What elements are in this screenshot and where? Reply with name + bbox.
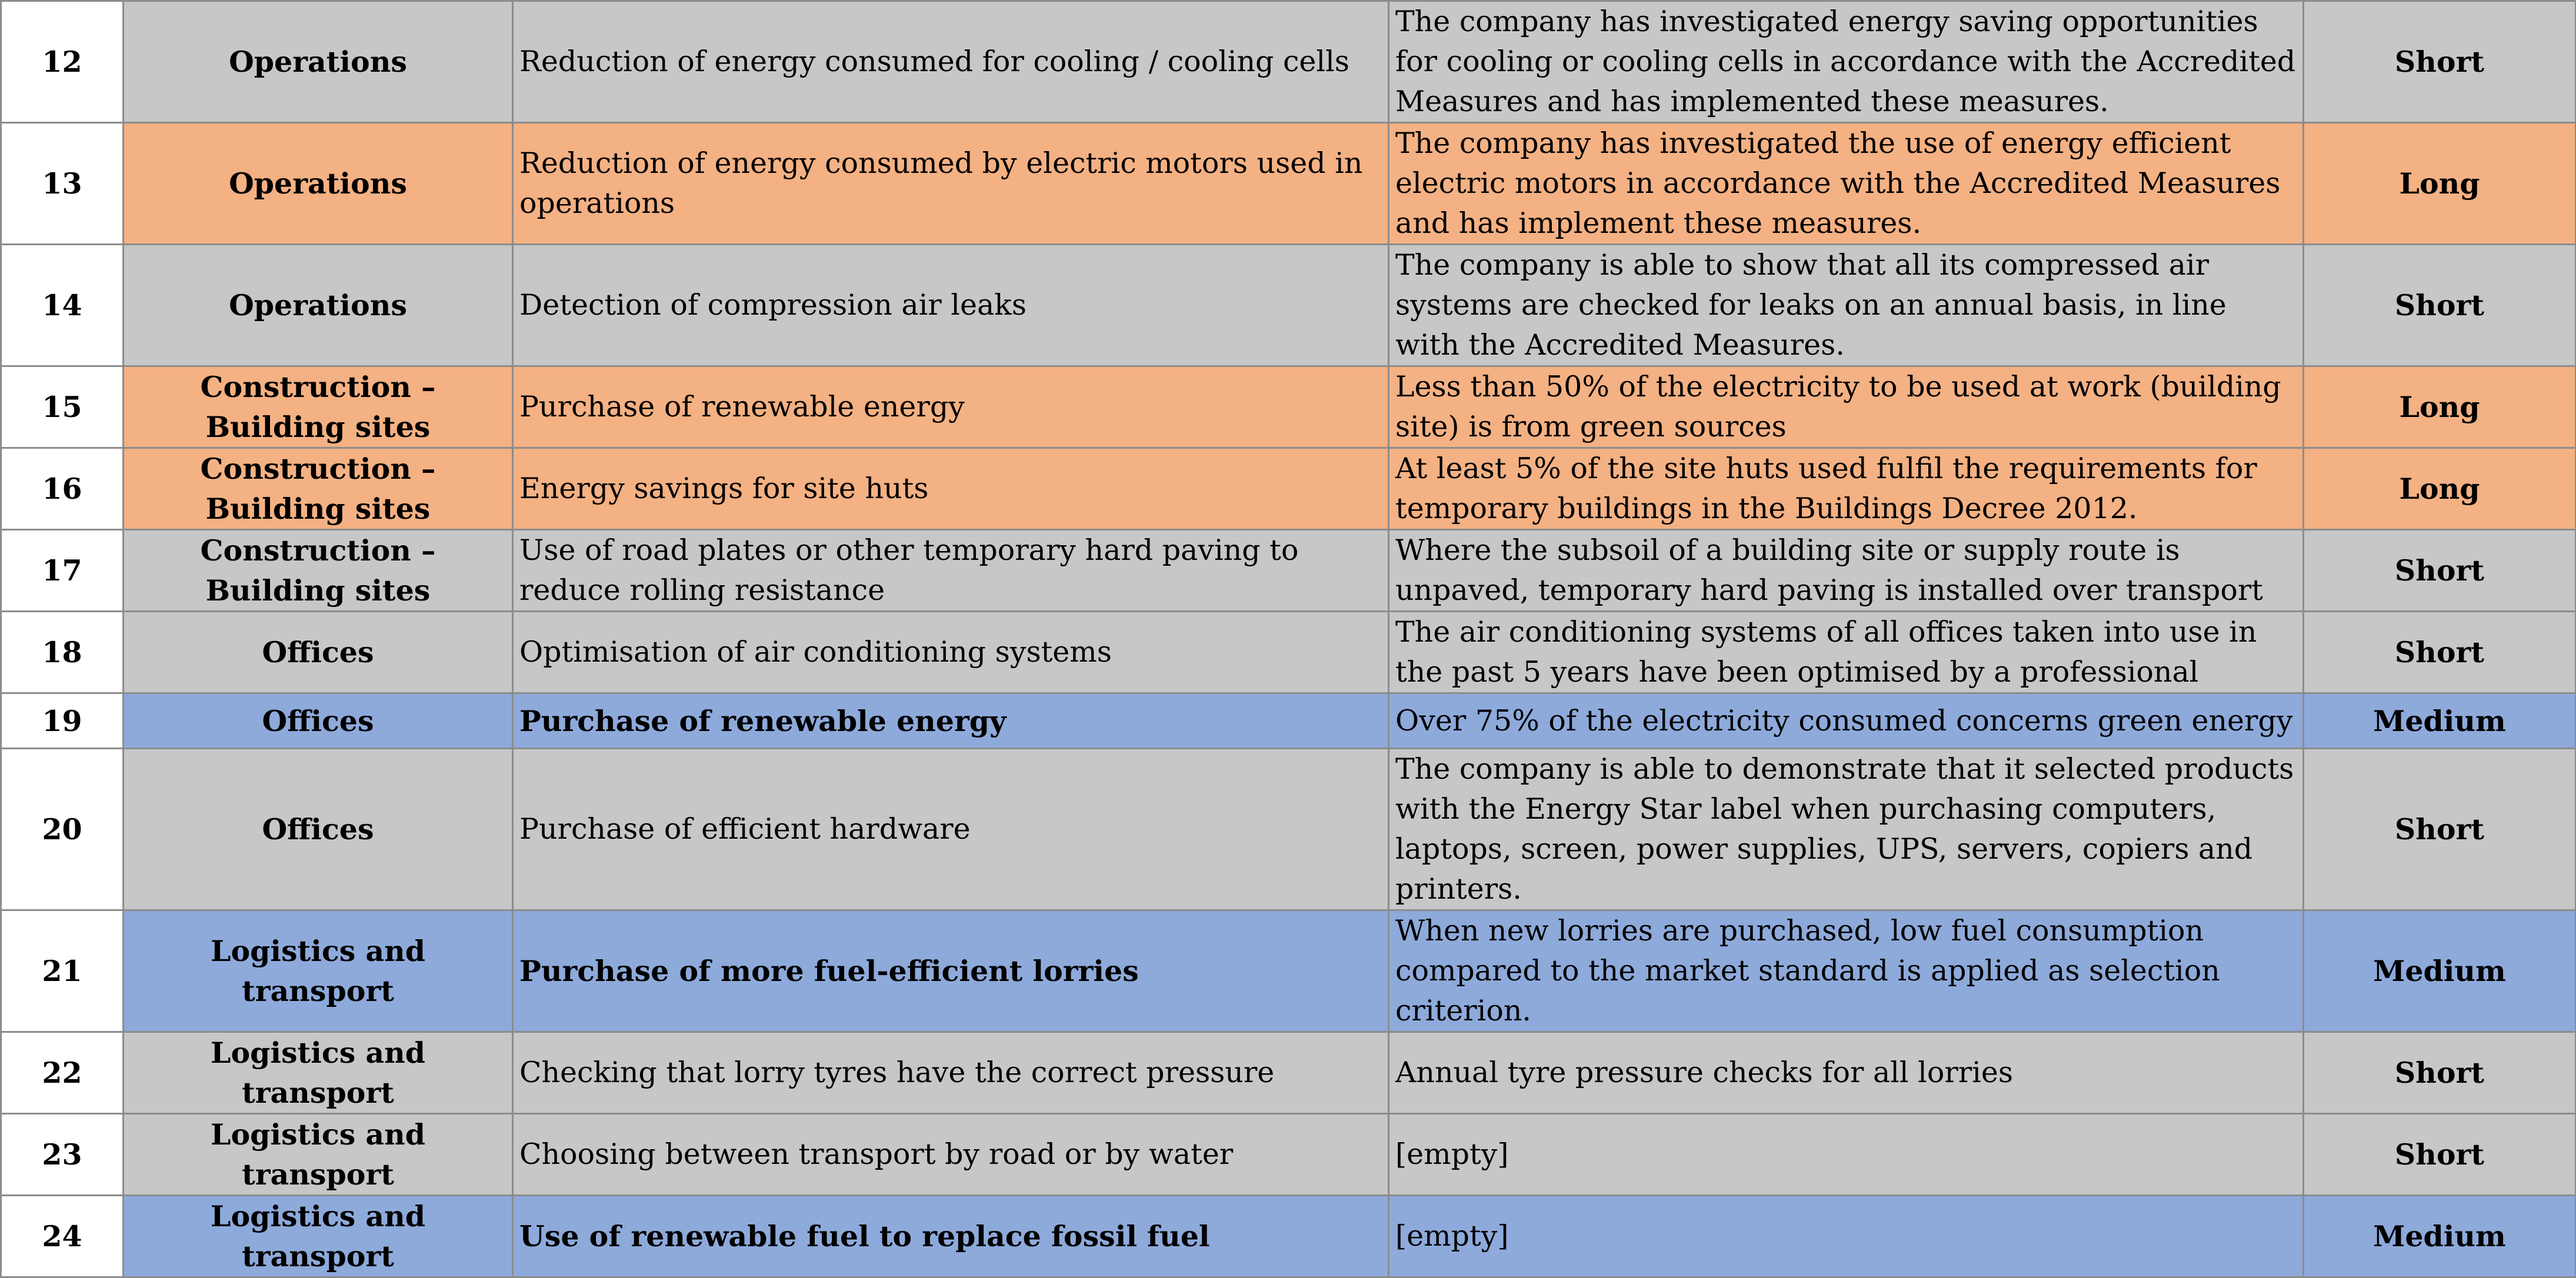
category-cell: Logistics and transport — [124, 1114, 513, 1196]
table-row — [1, 448, 2576, 530]
term-cell: Short — [2304, 1032, 2576, 1114]
term-cell: Long — [2304, 123, 2576, 245]
term-cell: Short — [2304, 749, 2576, 910]
table-row — [1, 749, 2576, 910]
term-cell: Short — [2304, 1114, 2576, 1196]
measure-cell: Energy savings for site huts — [513, 448, 1389, 530]
criterion-cell — [1389, 612, 2304, 693]
row-number: 17 — [1, 530, 124, 612]
term-cell: Medium — [2304, 1196, 2576, 1277]
term-cell: Short — [2304, 245, 2576, 366]
category-cell: Logistics and transport — [124, 1032, 513, 1114]
category-cell: Operations — [124, 1, 513, 123]
term-cell: Long — [2304, 366, 2576, 448]
criterion-cell: Less than 50% of the electricity to be used at work (building site) is from green sources — [1389, 366, 2304, 448]
row-number: 19 — [1, 693, 124, 749]
table-row — [1, 1114, 2576, 1196]
row-number: 13 — [1, 123, 124, 245]
category-cell: Offices — [124, 612, 513, 693]
measure-cell: Use of renewable fuel to replace fossil fuel — [513, 1196, 1389, 1277]
measure-cell: Use of road plates or other temporary hard paving to reduce rolling resistance — [513, 530, 1389, 612]
table-row — [1, 1, 2576, 123]
measure-cell: Optimisation of air conditioning systems — [513, 612, 1389, 693]
criterion-cell: The company is able to show that all its compressed air systems are checked for leaks on an annual basis, in line with the Accredited Measures. — [1389, 245, 2304, 366]
criterion-cell: The company is able to demonstrate that it selected products with the Energy Star label when purchasing computers, laptops, screen, power supplies, UPS, servers, copiers and printers. — [1389, 749, 2304, 910]
measure-cell: Reduction of energy consumed by electric motors used in operations — [513, 123, 1389, 245]
criterion-cell: At least 5% of the site huts used fulfil the requirements for temporary buildings in the Buildings Decree 2012. — [1389, 448, 2304, 530]
table-row — [1, 123, 2576, 245]
measure-cell: Choosing between transport by road or by water — [513, 1114, 1389, 1196]
table-row — [1, 612, 2576, 693]
criterion-cell: Annual tyre pressure checks for all lorries — [1389, 1032, 2304, 1114]
row-number: 15 — [1, 366, 124, 448]
measure-cell: Purchase of efficient hardware — [513, 749, 1389, 910]
category-cell: Offices — [124, 749, 513, 910]
measure-cell: Detection of compression air leaks — [513, 245, 1389, 366]
category-cell: Offices — [124, 693, 513, 749]
row-number: 16 — [1, 448, 124, 530]
row-number: 24 — [1, 1196, 124, 1277]
table-row — [1, 1032, 2576, 1114]
category-cell: Construction – Building sites — [124, 366, 513, 448]
measure-cell: Reduction of energy consumed for cooling / cooling cells — [513, 1, 1389, 123]
measures-table-body — [1, 1, 2576, 1277]
row-number: 21 — [1, 910, 124, 1032]
criterion-cell: [empty] — [1389, 1114, 2304, 1196]
term-cell: Long — [2304, 448, 2576, 530]
category-cell: Logistics and transport — [124, 910, 513, 1032]
row-number: 22 — [1, 1032, 124, 1114]
criterion-cell: The company has investigated the use of energy efficient electric motors in accordance with the Accredited Measures and has implement these measures. — [1389, 123, 2304, 245]
term-cell: Medium — [2304, 693, 2576, 749]
criterion-cell: The company has investigated energy saving opportunities for cooling or cooling cells in accordance with the Accredited Measures and has implemented these measures. — [1389, 1, 2304, 123]
table-row — [1, 693, 2576, 749]
table-row — [1, 366, 2576, 448]
criterion-cell: When new lorries are purchased, low fuel consumption compared to the market standard is applied as selection criterion. — [1389, 910, 2304, 1032]
category-cell: Operations — [124, 123, 513, 245]
measure-cell: Purchase of renewable energy — [513, 693, 1389, 749]
criterion-cell: Over 75% of the electricity consumed concerns green energy — [1389, 693, 2304, 749]
row-number: 23 — [1, 1114, 124, 1196]
term-cell: Short — [2304, 530, 2576, 612]
row-number: 14 — [1, 245, 124, 366]
category-cell: Operations — [124, 245, 513, 366]
criterion-text: The air conditioning systems of all offices taken into use in the past 5 years have been optimised by a professional — [1395, 615, 2257, 689]
table-row — [1, 910, 2576, 1032]
term-cell: Short — [2304, 1, 2576, 123]
table-row — [1, 530, 2576, 612]
table-row — [1, 245, 2576, 366]
row-number: 20 — [1, 749, 124, 910]
table-row — [1, 1196, 2576, 1277]
category-cell: Construction – Building sites — [124, 448, 513, 530]
category-cell: Logistics and transport — [124, 1196, 513, 1277]
measure-cell: Purchase of renewable energy — [513, 366, 1389, 448]
measure-cell: Purchase of more fuel-efficient lorries — [513, 910, 1389, 1032]
criterion-cell — [1389, 530, 2304, 612]
term-cell: Short — [2304, 612, 2576, 693]
criterion-text: Where the subsoil of a building site or supply route is unpaved, temporary hard paving is installed over transport — [1395, 533, 2263, 607]
term-cell: Medium — [2304, 910, 2576, 1032]
row-number: 12 — [1, 1, 124, 123]
criterion-cell: [empty] — [1389, 1196, 2304, 1277]
measure-cell: Checking that lorry tyres have the correct pressure — [513, 1032, 1389, 1114]
row-number: 18 — [1, 612, 124, 693]
category-cell: Construction – Building sites — [124, 530, 513, 612]
